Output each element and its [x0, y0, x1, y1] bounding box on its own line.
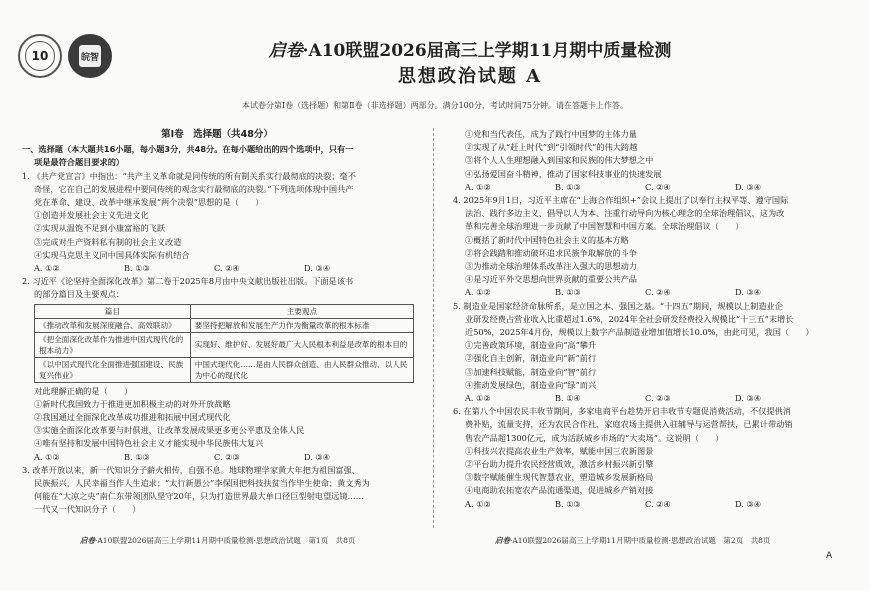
- question-1-line: 党在革命、建设、改革中继承发展“两个决裂”思想的是（ ）: [34, 197, 264, 208]
- instruction-line: 项是最符合题目要求的）: [34, 157, 125, 168]
- footer-brand-mark: 启卷: [495, 536, 510, 545]
- question-4-item: ①概括了新时代中国特色社会主义的基本方略: [465, 234, 629, 245]
- question-5-line: 5. 制造业是国家经济命脉所系，是立国之本、强国之基。“十四五”期间，规模以上制造业企: [453, 300, 783, 311]
- question-2-options: [22, 451, 412, 464]
- option-a: A. ①②: [465, 287, 491, 298]
- table-row: [35, 332, 414, 357]
- option-b: B. ①③: [124, 451, 150, 462]
- left-column: [22, 128, 412, 517]
- school-seal-logo: [68, 34, 112, 78]
- question-4-line: 4. 2025年9月1日，习近平主席在“上海合作组织+”会议上提出了以奉行主权平等、遵守国际: [453, 195, 789, 206]
- question-4-item: ②将会践踏和推动破坏追求民族争取解放的斗争: [465, 247, 637, 258]
- option-c: C. ②④: [645, 287, 671, 298]
- question-1-item: ②实现从温饱不足到小康富裕的飞跃: [34, 223, 166, 234]
- question-5-line: 业研发经费占营业收入比重超过1.6%，2024年全社会研发经费投入规模比“十三五”末增长: [465, 313, 794, 324]
- option-d: D. ③④: [304, 451, 331, 462]
- question-3-line: 何能在“大凉之央”南仁东带领团队坚守20年，只为打造世界最大单口径巨型射电望远镜……: [34, 491, 364, 502]
- table-row: [35, 318, 414, 332]
- question-6-item: ④电商助农拓宽农产品流通渠道，促进城乡产销对接: [465, 485, 654, 496]
- question-6-line: 费补贴，流量支持，还为农民合作社、家庭农场主提供入驻辅导与运营帮扶，已累计带动销: [465, 419, 793, 430]
- logo-number: 10: [25, 41, 55, 71]
- question-6-line: 售农产品超1300亿元，成为活跃城乡市场的“大卖场”。这说明（ ）: [465, 432, 724, 443]
- table-cell: 中国式现代化……是由人民群众创造、由人民群众推动、以人民为中心的现代化: [190, 357, 413, 382]
- exam-title-text: ·A10联盟2026届高三上学期11月期中质量检测: [302, 41, 672, 61]
- question-1-options: [22, 262, 412, 275]
- option-b: B. ①③: [555, 287, 581, 298]
- option-b: B. ①③: [555, 181, 581, 192]
- option-b: B. ①③: [124, 263, 150, 274]
- question-3-item: ③将个人人生理想融入到国家和民族的伟大梦想之中: [465, 155, 654, 166]
- exam-notice: 本试卷分第Ⅰ卷（选择题）和第Ⅱ卷（非选择题）两部分。满分100分，考试时间75分钟。请在答题卡上作答。: [241, 101, 629, 110]
- section-title: 第Ⅰ卷 选择题（共48分）: [161, 129, 273, 140]
- instruction-line: 一、选择题（本大题共16小题，每小题3分，共48分。在每小题给出的四个选项中，只有一: [22, 144, 354, 155]
- option-d: D. ③④: [735, 393, 762, 404]
- version-mark: A: [826, 551, 833, 561]
- alliance-seal-logo: [18, 34, 62, 78]
- question-3-line: 民族振兴，人民幸福当作人生追求；“太行新愚公”李保国把科技扶贫当作毕生使命；黄文秀为: [34, 478, 370, 489]
- table-cell: 要坚持把解放和发展生产力作为衡量改革的根本标准: [190, 318, 413, 332]
- option-a: A. ①②: [465, 498, 491, 509]
- question-2-line: 2. 习近平《论坚持全面深化改革》第二卷于2025年8月由中央文献出版社出版。下面是该书: [22, 276, 354, 287]
- option-c: C. ②③: [214, 451, 240, 462]
- option-a: A. ①②: [465, 181, 491, 192]
- table-cell: 《推动改革和发展深度融合、高效联动》: [35, 318, 191, 332]
- question-5-item: ①完善政策环境，制造业向“高”攀升: [465, 340, 597, 351]
- option-c: C. ②④: [645, 181, 671, 192]
- option-b: B. ①④: [555, 393, 581, 404]
- question-4-item: ④是习近平外交思想向世界贡献的重要公共产品: [465, 274, 637, 285]
- footer-text: ·A10联盟2026届高三上学期11月期中质量检测·思想政治试题 第1页 共8页: [95, 536, 356, 545]
- question-4-line: 革和完善全球治理进一步贡献了中国智慧和中国方案。全球治理倡议（ ）: [465, 221, 744, 232]
- question-6-line: 6. 在第八个中国农民丰收节期间，多家电商平台趁势开启丰收节专题促消费活动，不仅提供消: [453, 406, 791, 417]
- option-b: B. ①③: [555, 498, 581, 509]
- table-header: 篇目: [35, 304, 191, 318]
- exam-subtitle: 思想政治试题 A: [397, 66, 543, 87]
- question-6-options: [453, 498, 843, 511]
- option-a: A. ①②: [465, 393, 491, 404]
- option-a: A. ①②: [34, 451, 60, 462]
- question-5-item: ②强化自主创新，制造业向“新”前行: [465, 353, 597, 364]
- table-cell: 《以中国式现代化全面推进强国建设、民族复兴伟业》: [35, 357, 191, 382]
- question-2-item: ①新时代我国致力于推进更加积极主动的对外开放战略: [34, 398, 231, 409]
- footer-brand-mark: 启卷: [80, 536, 95, 545]
- column-divider: [433, 128, 434, 528]
- question-2-stem: 对此理解正确的是（ ）: [34, 385, 133, 396]
- option-c: C. ②④: [645, 498, 671, 509]
- question-5-line: 近50%，2025年4月份，规模以上数字产品制造业增加值增长10.0%，由此可见，我国（ ）: [465, 327, 814, 338]
- table-header: 主要观点: [190, 304, 413, 318]
- question-6-item: ①科技兴农提高农业生产效率，赋能中国三农新图景: [465, 445, 654, 456]
- question-2-item: ④唯有坚持和发展中国特色社会主义才能实现中华民族伟大复兴: [34, 438, 264, 449]
- question-1-line: 奇怪，它在自己的发展进程中要同传统的观念实行最彻底的决裂。”下列选项体现中国共产: [34, 183, 354, 194]
- exam-title: [200, 36, 740, 61]
- option-d: D. ③④: [735, 181, 762, 192]
- page-footer-left: [80, 535, 355, 546]
- question-3-item: ④弘扬爱国奋斗精神，推动了国家科技事业的快速发展: [465, 168, 662, 179]
- footer-text: ·A10联盟2026届高三上学期11月期中质量检测·思想政治试题 第2页 共8页: [510, 536, 771, 545]
- question-1-item: ④实现马克思主义同中国具体实际有机结合: [34, 249, 190, 260]
- question-6-item: ②平台助力提升农民经营质效，激活乡村振兴新引擎: [465, 459, 654, 470]
- question-1-item: ①创造并发展社会主义先进文化: [34, 210, 149, 221]
- option-c: C. ②③: [645, 393, 671, 404]
- table-row: [35, 357, 414, 382]
- page-footer-right: [495, 535, 770, 546]
- question-4-options: [453, 286, 843, 299]
- option-c: C. ②④: [214, 263, 240, 274]
- question-5-item: ③加速科技赋能，制造业向“智”前行: [465, 366, 597, 377]
- question-3-options: [453, 181, 843, 194]
- question-2-line: 的部分篇目及主要观点：: [34, 289, 125, 300]
- table-cell: 实现好、维护好、发展好最广大人民根本利益是改革的根本目的: [190, 332, 413, 357]
- option-d: D. ③④: [304, 263, 331, 274]
- question-3-item: ②实现了从“赶上时代”到“引领时代”的伟大跨越: [465, 142, 638, 153]
- question-6-item: ③数字赋能催生现代智慧农业，塑造城乡发展新格局: [465, 472, 654, 483]
- question-2-item: ②我国通过全面深化改革成功推进和拓展中国式现代化: [34, 412, 231, 423]
- question-3-line: 3. 改革开放以来，新一代知识分子薪火相传，自强不息。地球物理学家黄大年把为祖国富强、: [22, 464, 360, 475]
- question-2-item: ③实施全面深化改革要与时俱进，让改革发展成果更多更公平惠及全体人民: [34, 425, 305, 436]
- question-1-line: 1. 《共产党宣言》中指出：“共产主义革命就是同传统的所有制关系实行最彻底的决裂；毫不: [22, 170, 356, 181]
- logo-text: 皖智: [79, 45, 101, 67]
- option-a: A. ①②: [34, 263, 60, 274]
- question-5-options: [453, 392, 843, 405]
- table-cell: 《把全面深化改革作为推进中国式现代化的根本动力》: [35, 332, 191, 357]
- question-4-item: ③为推动全球治理体系改革注入强大的思想动力: [465, 261, 637, 272]
- question-4-line: 法治、践行多边主义、倡导以人为本、注重行动导向为核心理念的全球治理倡议，这为改: [465, 208, 785, 219]
- question-3-item: ①党和当代表任，成为了践行中国梦的主体力量: [465, 129, 637, 139]
- question-1-item: ③完成对生产资料私有制的社会主义改造: [34, 236, 182, 247]
- option-d: D. ③④: [735, 498, 762, 509]
- question-3-line: 一代又一代知识分子（ ）: [34, 504, 141, 515]
- brand-mark: 启卷: [268, 41, 303, 61]
- article-table: [34, 304, 414, 383]
- option-d: D. ③④: [735, 287, 762, 298]
- right-column: [453, 128, 843, 511]
- question-5-item: ④推动发展绿色，制造业向“绿”而兴: [465, 379, 597, 390]
